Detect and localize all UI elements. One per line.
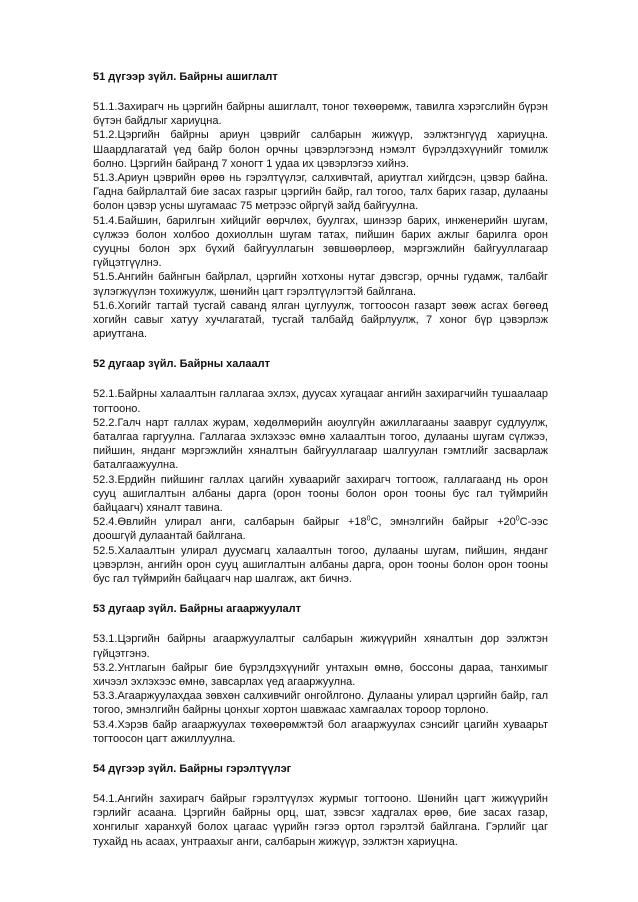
article-53-title: 53 дугаар зүйл. Байрны агааржуулалт <box>93 603 302 616</box>
article-54-title: 54 дүгээр зүйл. Байрны гэрэлтүүлэг <box>93 762 292 775</box>
document-page <box>93 70 548 865</box>
paragraph-52-4-part2: С, эмнэлгийн байрыг +20 <box>370 516 516 529</box>
paragraph-52-2: 52.2.Галч нарт галлах журам, хөдөлмөрийн аюулгүйн ажиллагааны заавруг судлуулж, баталгаа гаргуулна. Галлагаа эхлэхээс өмнө халаалтын тогоо, дулааны шугам сүлжээ, пийшин, янданг мэргэжлийн хяналтын байгууллагаар шалгуулан гэмтлийг засварлаж баталгаажуулна. <box>93 416 548 472</box>
paragraph-51-6: 51.6.Хогийг тагтай тусгай саванд ялган цуглуулж, тогтоосон газарт зөөж асгах бөгөөд хогийн савыг хатуу хучлагатай, тусгай талбайд байрлуулж, 7 хоног бүр цэвэрлэж ариутгана. <box>93 299 548 341</box>
paragraph-54-1: 54.1.Ангийн захирагч байрыг гэрэлтүүлэх журмыг тогтооно. Шөнийн цагт жижүүрийн гэрлийг асаана. Цэргийн байрны орц, шат, зэвсэг хадгалах өрөө, бие засах газар, хонгилыг харанхуй болох цагаас үүрийн гэгээ ортол гэрэлтэй байлгана. Гэрлийг цаг тухайд нь асаах, унтраахыг анги, салбарын жижүүр, ээлжтэн хариуцна. <box>93 792 548 848</box>
paragraph-53-2: 53.2.Унтлагын байрыг бие бүрэлдэхүүнийг унтахын өмнө, боссоны дараа, танхимыг хичээл эхлэхээс өмнө, завсарлах үед агааржуулна. <box>93 661 548 688</box>
article-51-title: 51 дүгээр зүйл. Байрны ашиглалт <box>93 71 278 83</box>
article-51 <box>93 70 548 341</box>
paragraph-51-3: 51.3.Ариун цэврийн өрөө нь гэрэлтүүлэг, салхивчтай, ариутгал хийгдсэн, цэвэр байна. Гадна байрлалтай бие засах газрыг цэргийн байр, гал тогоо, талх барих газар, дулааны болон цэвэр усны шугамаас 75 метрээс ойргүй зайд байгуулна. <box>93 172 548 213</box>
paragraph-52-3: 52.3.Ердийн пийшинг галлах цагийн хуваарийг захирагч тогтоож, галлагаанд нь орон сууц ашиглалтын албаны дарга (орон тооны болон орон тооны бус гал түймрийн байцаагч) хяналт тавина. <box>93 473 548 515</box>
paragraph-52-1: 52.1.Байрны халаалтын галлагаа эхлэх, дуусах хугацааг ангийн захирагчийн тушаалаар тогтооно. <box>93 388 548 415</box>
degree-sign-1: 0 <box>366 515 371 523</box>
paragraph-53-1: 53.1.Цэргийн байрны агааржуулалтыг салбарын жижүүрийн хяналтын дор ээлжтэн гүйцэтгэнэ. <box>93 633 548 660</box>
paragraph-53-4: 53.4.Хэрэв байр агааржуулах төхөөрөмжтэй бол агааржуулах сэнсийг цагийн хуваарьт тогтоосон цагт ажиллуулна. <box>93 718 548 745</box>
paragraph-51-2: 51.2.Цэргийн байрны ариун цэврийг салбарын жижүүр, ээлжтэнгүүд хариуцна. Шаардлагатай үед байр болон орчны цэвэрлэгээнд нэмэлт бүрэлдэхүүнийг томилж болно. Цэргийн байранд 7 хоногт 1 удаа их цэвэрлэгээ хийнэ. <box>93 129 548 170</box>
paragraph-51-4: 51.4.Байшин, барилгын хийцийг өөрчлөх, буулгах, шинээр барих, инженерийн шугам, сүлжээ болон холбоо дохиоллын шугам татах, пийшин барих ажлыг барилга орон сууцны болон эрх бүхий байгууллагын зөвшөөрлөөр, мэргэжлийн байгууллагаар гүйцэтгүүлнэ. <box>93 214 548 270</box>
degree-sign-2: 0 <box>515 515 520 523</box>
paragraph-51-1: 51.1.Захирагч нь цэргийн байрны ашиглалт, тоног төхөөрөмж, тавилга хэрэгслийн бүрэн бүтэн байдлыг хариуцна. <box>93 101 548 128</box>
paragraph-51-5: 51.5.Ангийн байнгын байрлал, цэргийн хотхоны нутаг дэвсгэр, орчны гудамж, талбайг зүлэгжүүлэн тохижуулж, шөнийн цагт гэрэлтүүлэгтэй байлгана. <box>93 271 548 298</box>
paragraph-52-4-part1: 52.4.Өвлийн улирал анги, салбарын байрыг +18 <box>93 516 367 529</box>
paragraph-52-5: 52.5.Халаалтын улирал дуусмагц халаалтын тогоо, дулааны шугам, пийшин, янданг цэвэрлэн, ангийн орон сууц ашиглалтын албаны дарга, орон тооны болон орон тооны бус гал түймрийн байцаагч нар шалгаж, акт бичнэ. <box>93 544 548 586</box>
article-52-title: 52 дугаар зүйл. Байрны халаалт <box>93 358 270 371</box>
paragraph-53-3: 53.3.Агааржуулахдаа зөвхөн салхивчийг онгойлгоно. Дулааны улирал цэргийн байр, гал тогоо, эмнэлгийн байрны цонхыг хортон шавжаас хамгаалах тороор торлоно. <box>93 690 548 717</box>
paragraph-52-4-part3: С-ээс доошгүй дулаантай байлгана. <box>93 516 548 543</box>
article-52 <box>93 357 548 586</box>
paragraph-52-4 <box>93 515 548 543</box>
article-53 <box>93 602 548 746</box>
article-54 <box>93 762 548 849</box>
